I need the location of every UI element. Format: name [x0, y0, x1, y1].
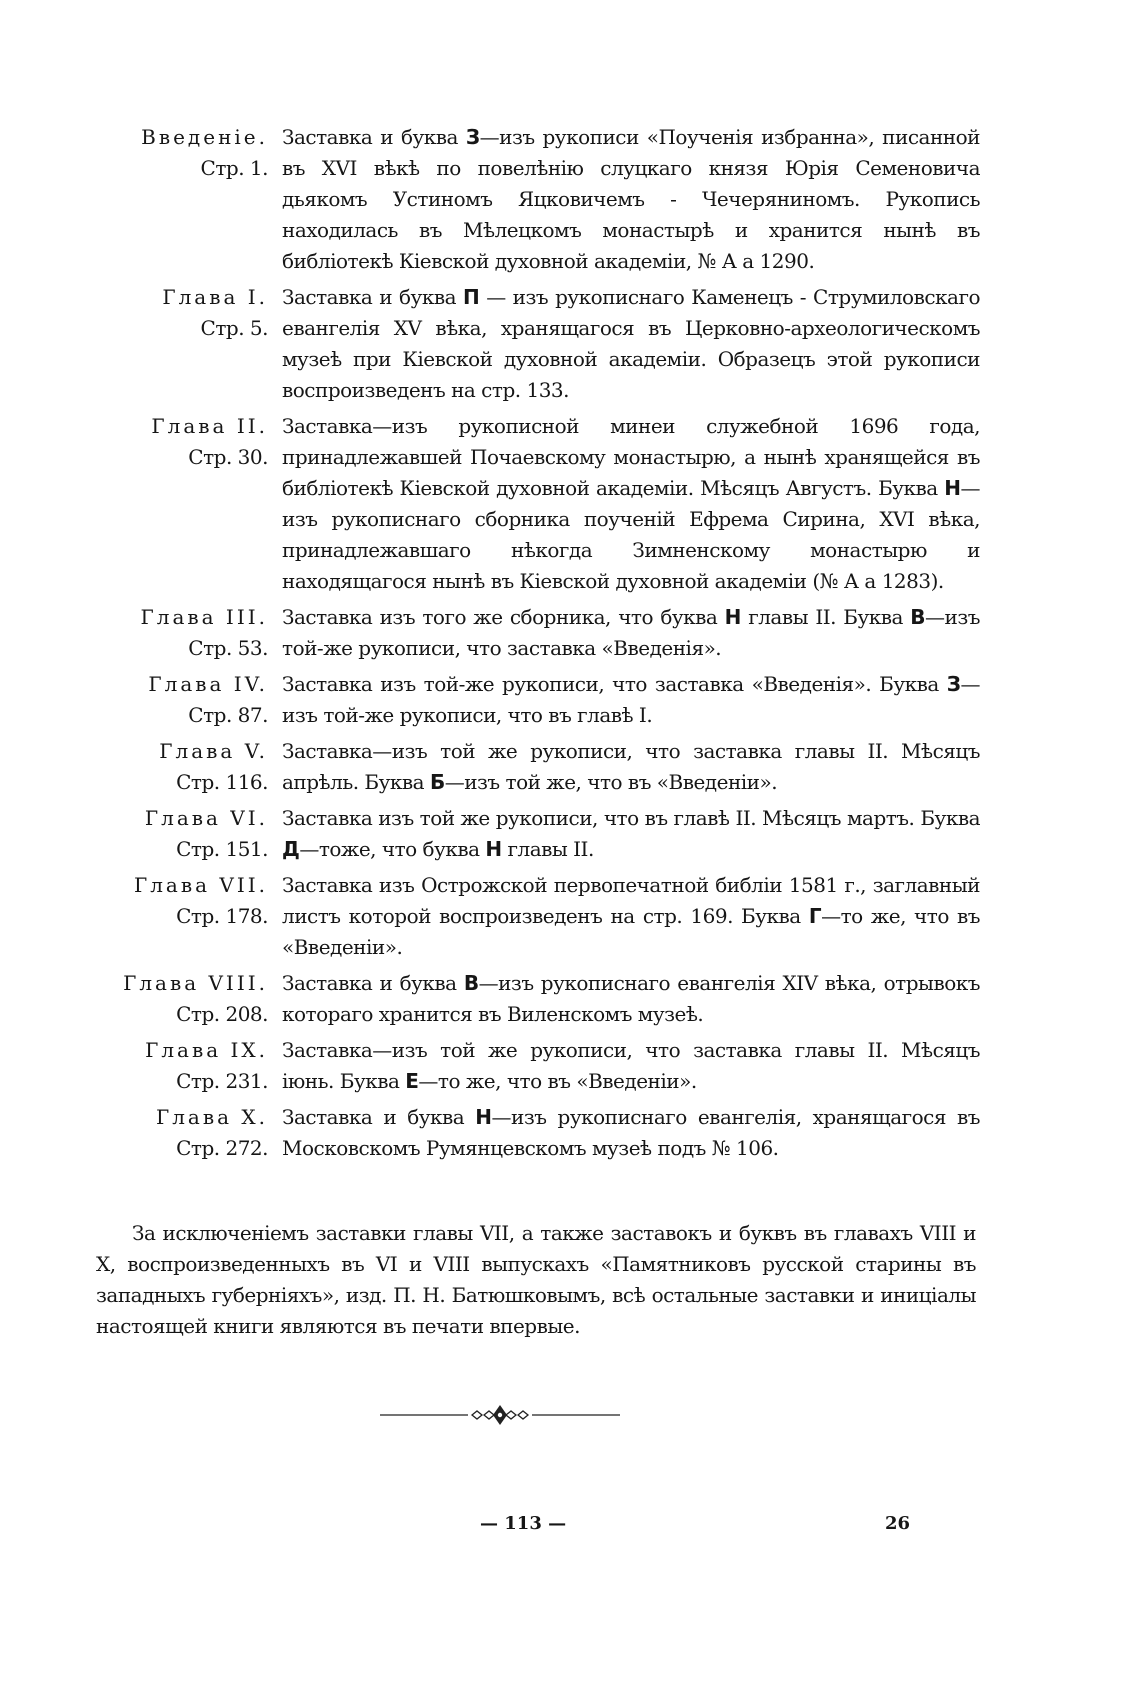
entry-label: [100, 602, 268, 664]
entry-description: [282, 736, 980, 798]
entry-description: [282, 122, 980, 277]
initial-letter: В: [463, 971, 479, 995]
entry-label: [100, 1035, 268, 1097]
initial-letter: Г: [808, 904, 822, 928]
description-text: Заставка и буква: [282, 285, 463, 309]
description-text: —изъ той же, что въ «Введеніи».: [444, 770, 778, 794]
description-text: Заставка и буква: [282, 971, 464, 995]
entry-label: [100, 669, 268, 731]
page-reference: Стр. 87.: [188, 703, 268, 727]
list-item: [100, 803, 980, 865]
list-item: [100, 602, 980, 664]
list-item: [100, 968, 980, 1030]
description-text: —изъ рукописнаго сборника поученій Ефрема Сирина, XVI вѣка, принадлежавшаго нѣкогда Зимненскому монастырю и находящагося нынѣ въ Кіевской духовной академіи (№ А а 1283).: [282, 476, 980, 593]
description-text: —изъ рукописи «Поученія избранна», писанной въ XVI вѣкѣ по повелѣнію слуцкаго князя Юрія Семеновича дьякомъ Устиномъ Яцковичемъ - Чечеряниномъ. Рукопись находилась въ Мѣлецкомъ монастырѣ и хранится нынѣ въ библіотекѣ Кіевской духовной академіи, № А а 1290.: [282, 125, 980, 273]
chapter-heading: Глава II.: [151, 414, 268, 438]
entry-label: [100, 968, 268, 1030]
page-reference: Стр. 116.: [176, 770, 268, 794]
chapter-heading: Глава IV.: [148, 672, 268, 696]
description-text: —то же, что въ «Введеніи».: [418, 1069, 697, 1093]
list-item: [100, 411, 980, 597]
description-text: Заставка изъ той-же рукописи, что заставка «Введенія». Буква: [282, 672, 947, 696]
initial-letter: Н: [724, 605, 741, 629]
entry-description: [282, 282, 980, 406]
chapter-heading: Глава VIII.: [123, 971, 268, 995]
description-text: —тоже, что буква: [299, 837, 486, 861]
page-reference: Стр. 1.: [200, 156, 268, 180]
description-text: —то же, что въ «Введеніи».: [282, 904, 980, 959]
page-reference: Стр. 5.: [200, 316, 268, 340]
entry-description: [282, 669, 980, 731]
entry-label: [100, 1102, 268, 1164]
chapter-heading: Глава I.: [162, 285, 268, 309]
description-text: Заставка—изъ рукописной минеи служебной 1696 года, принадлежавшей Почаевскому монастырю, а нынѣ хранящейся въ библіотекѣ Кіевской духовной академіи. Мѣсяцъ Августъ. Буква: [282, 414, 980, 500]
list-item: [100, 282, 980, 406]
chapter-heading: Введеніе.: [141, 125, 268, 149]
ornament-divider: [380, 1404, 620, 1426]
closing-note: За исключеніемъ заставки главы VII, а также заставокъ и буквъ въ главахъ VIII и X, воспроизведенныхъ въ VI и VIII выпускахъ «Памятниковъ русской старины въ западныхъ губерніяхъ», изд. П. Н. Батюшковымъ, всѣ остальные заставки и иниціалы настоящей книги являются въ печати впервые.: [96, 1221, 976, 1338]
list-item: [100, 669, 980, 731]
page-reference: Стр. 151.: [176, 837, 268, 861]
initial-letter: Н: [485, 837, 502, 861]
page-reference: Стр. 30.: [188, 445, 268, 469]
entry-description: [282, 968, 980, 1030]
page-number: — 113 —: [480, 1513, 567, 1534]
list-item: [100, 122, 980, 277]
illustrations-list: [100, 122, 980, 1169]
page-reference: Стр. 208.: [176, 1002, 268, 1026]
description-text: — изъ рукописнаго Каменецъ - Струмиловскаго евангелія XV вѣка, хранящагося въ Церковно-археологическомъ музеѣ при Кіевской духовной академіи. Образецъ этой рукописи воспроизведенъ на стр. 133.: [282, 285, 981, 402]
description-text: —изъ той-же рукописи, что въ главѣ I.: [282, 672, 980, 727]
page-reference: Стр. 231.: [176, 1069, 268, 1093]
entry-label: [100, 411, 268, 597]
page-reference: Стр. 53.: [188, 636, 268, 660]
initial-letter: Е: [405, 1069, 419, 1093]
description-text: Заставка изъ того же сборника, что буква: [282, 605, 725, 629]
entry-label: [100, 870, 268, 963]
chapter-heading: Глава V.: [159, 739, 268, 763]
description-text: главы II.: [501, 837, 594, 861]
description-text: главы II. Буква: [740, 605, 911, 629]
description-text: Заставка и буква: [282, 1105, 476, 1129]
chapter-heading: Глава IX.: [145, 1038, 268, 1062]
description-text: Заставка изъ Острожской первопечатной библіи 1581 г., заглавный листъ которой воспроизведенъ на стр. 169. Буква: [282, 873, 980, 928]
chapter-heading: Глава VII.: [133, 873, 268, 897]
description-text: Заставка—изъ той же рукописи, что заставка главы II. Мѣсяцъ іюнь. Буква: [282, 1038, 980, 1093]
initial-letter: Н: [944, 476, 961, 500]
entry-description: [282, 602, 980, 664]
entry-description: [282, 803, 980, 865]
description-text: —изъ рукописнаго евангелія, хранящагося въ Московскомъ Румянцевскомъ музеѣ подъ № 106.: [282, 1105, 980, 1160]
initial-letter: Д: [282, 837, 300, 861]
initial-letter: Н: [475, 1105, 492, 1129]
signature-mark: 26: [885, 1513, 911, 1534]
list-item: [100, 736, 980, 798]
entry-label: [100, 803, 268, 865]
entry-label: [100, 122, 268, 277]
chapter-heading: Глава X.: [155, 1105, 268, 1129]
entry-description: [282, 1102, 980, 1164]
page-reference: Стр. 272.: [176, 1136, 268, 1160]
entry-description: [282, 870, 980, 963]
initial-letter: П: [462, 285, 480, 309]
entry-label: [100, 282, 268, 406]
initial-letter: З: [465, 125, 480, 149]
description-text: —изъ той-же рукописи, что заставка «Введенія».: [282, 605, 980, 660]
initial-letter: В: [910, 605, 926, 629]
initial-letter: З: [946, 672, 961, 696]
description-text: —изъ рукописнаго евангелія XIV вѣка, отрывокъ котораго хранится въ Виленскомъ музеѣ.: [282, 971, 980, 1026]
description-text: Заставка и буква: [282, 125, 466, 149]
list-item: [100, 870, 980, 963]
description-text: Заставка изъ той же рукописи, что въ главѣ II. Мѣсяцъ мартъ. Буква: [282, 806, 980, 830]
chapter-heading: Глава VI.: [144, 806, 268, 830]
entry-description: [282, 1035, 980, 1097]
entry-description: [282, 411, 980, 597]
entry-label: [100, 736, 268, 798]
page-reference: Стр. 178.: [176, 904, 268, 928]
list-item: [100, 1102, 980, 1164]
description-text: Заставка—изъ той же рукописи, что заставка главы II. Мѣсяцъ апрѣль. Буква: [282, 739, 980, 794]
initial-letter: Б: [429, 770, 445, 794]
list-item: [100, 1035, 980, 1097]
chapter-heading: Глава III.: [140, 605, 268, 629]
